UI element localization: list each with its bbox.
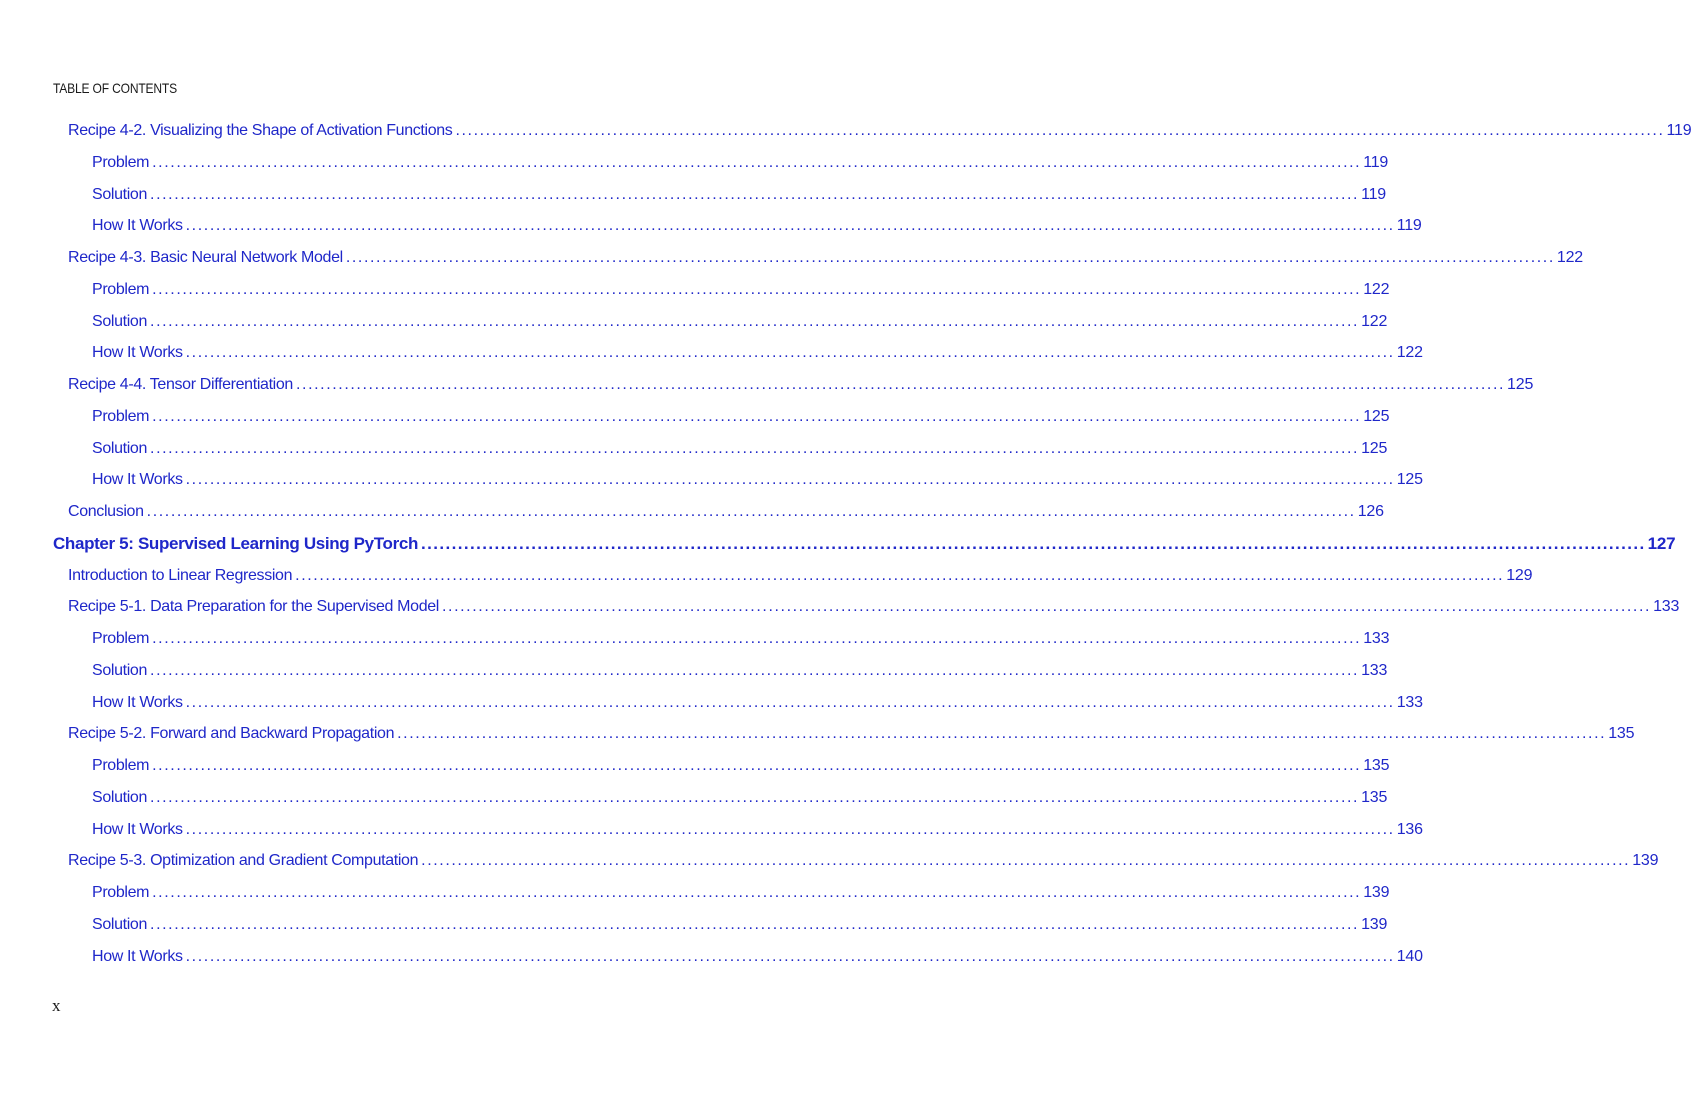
- toc-entry-label: Recipe 4-4. Tensor Differentiation: [68, 376, 293, 393]
- toc-entry[interactable]: [92, 216, 1422, 236]
- toc-entry-page-number: 139: [1632, 852, 1659, 870]
- toc-entry[interactable]: [92, 185, 1387, 205]
- toc-entry-label: How It Works: [92, 693, 183, 711]
- dot-leader: ........................................................................................................................................................................................................: [150, 788, 1360, 806]
- toc-entry[interactable]: [92, 153, 1389, 173]
- toc-entry-page-number: 126: [1357, 503, 1384, 520]
- toc-entry[interactable]: [92, 883, 1390, 903]
- dot-leader: ........................................................................................................................................................................................................: [295, 376, 1506, 393]
- dot-leader: ........................................................................................................................................................................................................: [442, 598, 1652, 616]
- dot-leader: ........................................................................................................................................................................................................: [185, 217, 1395, 235]
- toc-entry[interactable]: [92, 470, 1423, 490]
- toc-entry-label: Solution: [92, 915, 148, 933]
- toc-entry-page-number: 129: [1506, 566, 1533, 584]
- toc-entry-page-number: 119: [1666, 122, 1691, 139]
- dot-leader: ........................................................................................................................................................................................................: [150, 439, 1360, 457]
- toc-entry[interactable]: [68, 248, 1583, 268]
- toc-entry-page-number: 125: [1361, 439, 1388, 457]
- toc-entry-page-number: 135: [1608, 725, 1635, 743]
- toc-entry[interactable]: [92, 788, 1388, 808]
- page-number: x: [52, 996, 61, 1015]
- dot-leader: ........................................................................................................................................................................................................: [345, 249, 1555, 266]
- dot-leader: ........................................................................................................................................................................................................: [152, 407, 1362, 425]
- toc-entry-label: Introduction to Linear Regression: [68, 566, 293, 584]
- toc-entry-page-number: 125: [1507, 376, 1534, 393]
- toc-entry-page-number: 119: [1361, 185, 1387, 203]
- toc-entry-page-number: 133: [1363, 630, 1390, 647]
- dot-leader: ........................................................................................................................................................................................................: [152, 884, 1362, 901]
- toc-entry-page-number: 122: [1396, 344, 1423, 362]
- toc-entry-page-number: 135: [1361, 788, 1388, 806]
- dot-leader: ........................................................................................................................................................................................................: [185, 471, 1395, 489]
- toc-entry-page-number: 127: [1647, 533, 1676, 553]
- toc-entry-page-number: 133: [1396, 693, 1423, 711]
- toc-entry[interactable]: [68, 597, 1680, 617]
- toc-entry-label: How It Works: [92, 344, 183, 362]
- toc-entry-label: How It Works: [92, 820, 183, 838]
- toc-entry-label: Solution: [92, 312, 148, 330]
- dot-leader: ........................................................................................................................................................................................................: [152, 630, 1362, 647]
- dot-leader: ........................................................................................................................................................................................................: [185, 947, 1395, 965]
- dot-leader: ........................................................................................................................................................................................................: [420, 533, 1646, 553]
- dot-leader: ........................................................................................................................................................................................................: [150, 312, 1360, 330]
- toc-entry-label: Recipe 4-3. Basic Neural Network Model: [68, 249, 343, 266]
- toc-entry-page-number: 136: [1396, 820, 1423, 838]
- toc-entry-label: Solution: [92, 185, 148, 203]
- toc-entry-label: Recipe 5-2. Forward and Backward Propagation: [68, 725, 395, 743]
- toc-entry-label: Recipe 4-2. Visualizing the Shape of Activation Functions: [68, 122, 453, 139]
- toc-entry-label: Problem: [92, 757, 150, 774]
- toc-entry-page-number: 122: [1363, 280, 1390, 298]
- toc-entry[interactable]: [92, 693, 1423, 713]
- dot-leader: ........................................................................................................................................................................................................: [152, 153, 1362, 171]
- toc-entry[interactable]: [92, 407, 1390, 427]
- toc-entry-page-number: 139: [1363, 884, 1390, 901]
- toc-entry-page-number: 133: [1653, 598, 1680, 616]
- toc-entry-label: How It Works: [92, 947, 183, 965]
- toc-entry-page-number: 133: [1361, 661, 1388, 679]
- toc-entry-page-number: 140: [1396, 947, 1423, 965]
- toc-entry-page-number: 119: [1363, 153, 1389, 171]
- toc-entry[interactable]: [68, 566, 1533, 586]
- toc-entry-label: Problem: [92, 630, 150, 647]
- dot-leader: ........................................................................................................................................................................................................: [146, 503, 1356, 520]
- toc-entry[interactable]: [68, 375, 1534, 395]
- toc-entry-page-number: 122: [1361, 312, 1388, 330]
- toc-chapter-entry[interactable]: [53, 533, 1676, 554]
- toc-entry-label: Problem: [92, 407, 150, 425]
- toc-entry-label: Solution: [92, 661, 148, 679]
- running-head: TABLE OF CONTENTS: [53, 80, 177, 96]
- toc-entry[interactable]: [92, 312, 1388, 332]
- toc-entry-label: Solution: [92, 788, 148, 806]
- toc-entry-label: Problem: [92, 153, 150, 171]
- toc-entry-label: Problem: [92, 884, 150, 901]
- toc-entry[interactable]: [68, 851, 1659, 871]
- dot-leader: ........................................................................................................................................................................................................: [185, 693, 1395, 711]
- toc-entry-label: Recipe 5-1. Data Preparation for the Supervised Model: [68, 598, 439, 616]
- toc-entry-label: Recipe 5-3. Optimization and Gradient Computation: [68, 852, 419, 870]
- dot-leader: ........................................................................................................................................................................................................: [185, 820, 1395, 838]
- toc-entry-page-number: 139: [1361, 915, 1388, 933]
- toc-entry[interactable]: [68, 724, 1635, 744]
- toc-entry[interactable]: [92, 915, 1388, 935]
- toc-entry-label: Problem: [92, 280, 150, 298]
- toc-entry[interactable]: [68, 121, 1691, 141]
- toc-entry[interactable]: [92, 280, 1390, 300]
- dot-leader: ........................................................................................................................................................................................................: [185, 344, 1395, 362]
- dot-leader: ........................................................................................................................................................................................................: [150, 661, 1360, 679]
- toc-entry-label: How It Works: [92, 217, 183, 235]
- dot-leader: ........................................................................................................................................................................................................: [150, 185, 1360, 203]
- dot-leader: ........................................................................................................................................................................................................: [421, 852, 1631, 870]
- toc-entry-page-number: 122: [1556, 249, 1583, 266]
- toc-entry[interactable]: [92, 439, 1388, 459]
- toc-entry[interactable]: [92, 820, 1423, 840]
- dot-leader: ........................................................................................................................................................................................................: [152, 757, 1362, 774]
- dot-leader: ........................................................................................................................................................................................................: [295, 566, 1505, 584]
- toc-entry-label: Solution: [92, 439, 148, 457]
- toc-entry[interactable]: [68, 502, 1384, 522]
- toc-entry[interactable]: [92, 343, 1423, 363]
- toc-entry[interactable]: [92, 756, 1390, 776]
- dot-leader: ........................................................................................................................................................................................................: [455, 122, 1665, 139]
- toc-entry-page-number: 125: [1396, 471, 1423, 489]
- toc-entry-page-number: 119: [1396, 217, 1422, 235]
- dot-leader: ........................................................................................................................................................................................................: [150, 915, 1360, 933]
- toc-entry[interactable]: [92, 947, 1423, 967]
- toc-entry-page-number: 125: [1363, 407, 1390, 425]
- dot-leader: ........................................................................................................................................................................................................: [397, 725, 1607, 743]
- toc-entry-page-number: 135: [1363, 757, 1390, 774]
- toc-entry-label: How It Works: [92, 471, 183, 489]
- toc-entry[interactable]: [92, 629, 1390, 649]
- toc-entry-label: Chapter 5: Supervised Learning Using PyTorch: [53, 533, 418, 553]
- dot-leader: ........................................................................................................................................................................................................: [152, 280, 1362, 298]
- toc-entry[interactable]: [92, 661, 1388, 681]
- toc-entry-label: Conclusion: [68, 503, 144, 520]
